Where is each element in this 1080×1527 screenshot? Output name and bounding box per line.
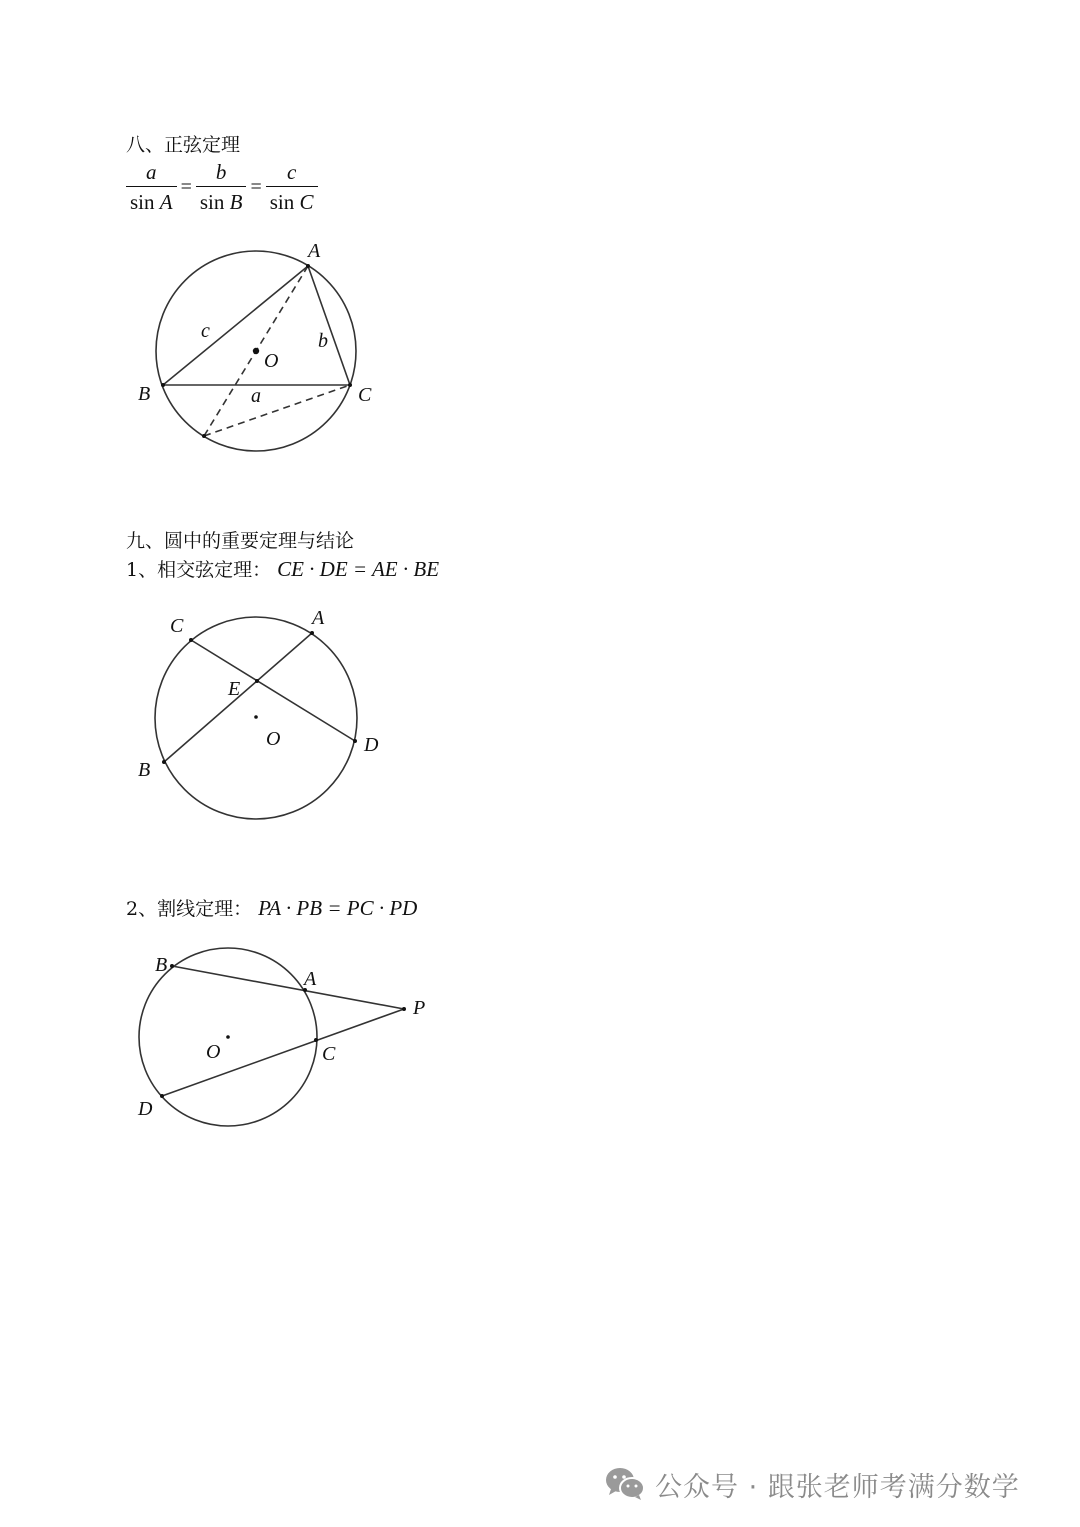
- point-c: [314, 1038, 318, 1042]
- denominator-sin-a: sin A: [126, 186, 177, 214]
- label-side-b: b: [318, 330, 328, 352]
- watermark: [603, 1462, 1020, 1506]
- item-1-label: 1、相交弦定理：: [126, 559, 272, 581]
- point-b: [170, 964, 174, 968]
- point-b: [162, 760, 166, 764]
- label-side-a: a: [251, 385, 261, 407]
- chord-dashed: [204, 385, 350, 436]
- label-c-vertex: C: [358, 384, 372, 406]
- label-o: O: [266, 728, 281, 750]
- chord-cd: [191, 640, 355, 741]
- point-p: [402, 1007, 406, 1011]
- point-c: [189, 638, 193, 642]
- label-e: E: [228, 678, 241, 700]
- item-1-formula: CE · DE = AE · BE: [277, 557, 440, 581]
- wechat-icon: [603, 1464, 647, 1504]
- side-c: [163, 266, 308, 385]
- equals-sign: =: [180, 175, 192, 198]
- label-b: B: [155, 954, 168, 976]
- numerator-c: c: [286, 160, 297, 184]
- label-d: D: [138, 1098, 153, 1120]
- label-a-vertex: A: [308, 240, 321, 262]
- point-c: [348, 383, 352, 387]
- point-a: [310, 631, 314, 635]
- label-b-vertex: B: [138, 383, 151, 405]
- equals-sign: =: [250, 175, 262, 198]
- item-2-label: 2、割线定理：: [126, 898, 253, 920]
- section-9-heading: 九、圆中的重要定理与结论: [126, 530, 355, 552]
- denominator-sin-c: sin C: [266, 186, 318, 214]
- label-c: C: [170, 615, 184, 637]
- point-a: [306, 264, 310, 268]
- point-d: [353, 739, 357, 743]
- label-d: D: [364, 734, 379, 756]
- label-a: A: [304, 968, 317, 990]
- center-dot: [254, 715, 258, 719]
- label-c: C: [322, 1043, 336, 1065]
- secant-pb: [172, 966, 404, 1009]
- center-dot: [226, 1035, 230, 1039]
- label-a: A: [312, 607, 325, 629]
- label-side-c: c: [201, 320, 210, 342]
- point-diameter-end: [202, 434, 206, 438]
- label-o-center: O: [264, 350, 279, 372]
- numerator-a: a: [146, 160, 157, 184]
- secant-pd: [162, 1009, 404, 1096]
- side-b: [308, 266, 350, 385]
- center-dot: [253, 348, 259, 354]
- label-b: B: [138, 759, 151, 781]
- denominator-sin-b: sin B: [196, 186, 247, 214]
- label-o: O: [206, 1041, 221, 1063]
- label-p: P: [413, 997, 426, 1019]
- point-d: [160, 1094, 164, 1098]
- secant-diagram: [139, 948, 404, 1126]
- watermark-text: 公众号 · 跟张老师考满分数学: [655, 1471, 1020, 1503]
- point-e: [255, 679, 259, 683]
- item-2-formula: PA · PB = PC · PD: [258, 896, 418, 920]
- point-b: [161, 383, 165, 387]
- section-8-heading: 八、正弦定理: [126, 134, 241, 156]
- numerator-b: b: [215, 160, 227, 184]
